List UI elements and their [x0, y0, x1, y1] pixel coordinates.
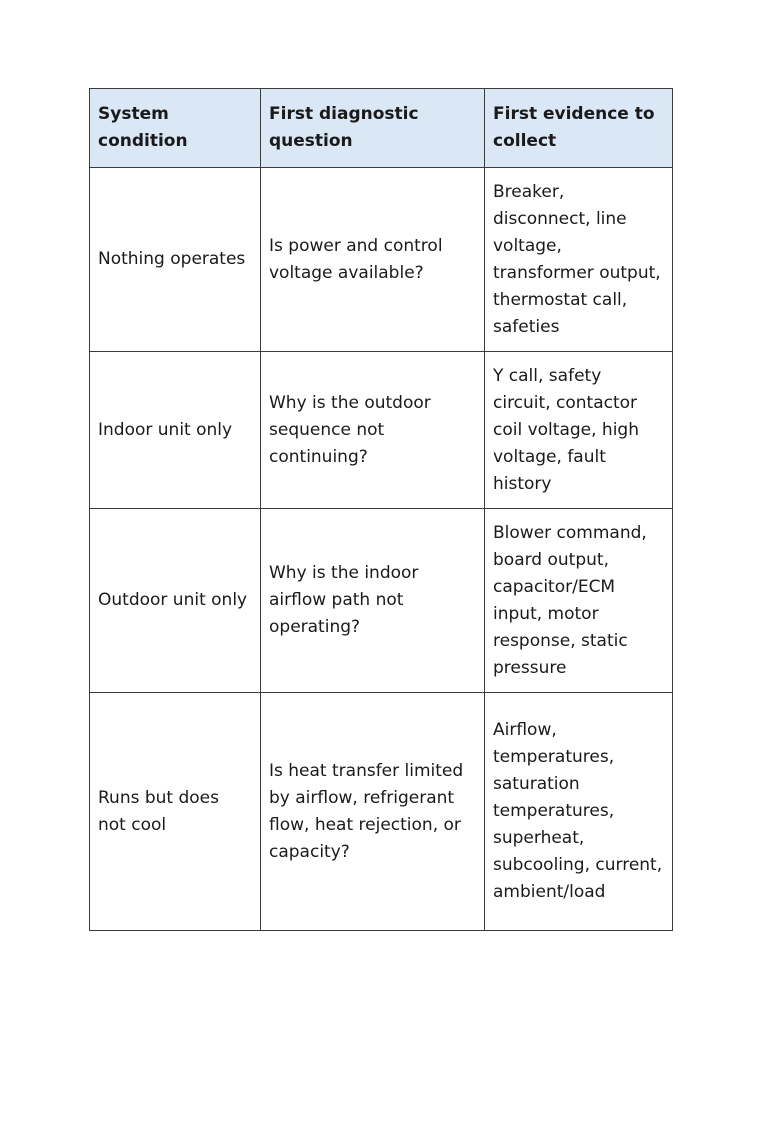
cell-evidence: Breaker, disconnect, line voltage, transformer output, thermostat call, safeties — [485, 168, 673, 352]
cell-condition: Indoor unit only — [90, 352, 261, 509]
cell-evidence: Airflow, temperatures, saturation temperatures, superheat, subcooling, current, ambient/load — [485, 693, 673, 931]
cell-condition: Nothing operates — [90, 168, 261, 352]
cell-question: Is power and control voltage available? — [261, 168, 485, 352]
header-first-evidence: First evidence to collect — [485, 89, 673, 168]
header-first-diagnostic-question: First diagnostic question — [261, 89, 485, 168]
table-header-row — [90, 89, 673, 168]
cell-evidence: Blower command, board output, capacitor/ECM input, motor response, static pressure — [485, 509, 673, 693]
cell-evidence: Y call, safety circuit, contactor coil voltage, high voltage, fault history — [485, 352, 673, 509]
cell-question: Why is the indoor airflow path not operating? — [261, 509, 485, 693]
table-row — [90, 693, 673, 931]
table-row — [90, 352, 673, 509]
header-system-condition: System condition — [90, 89, 261, 168]
cell-question: Is heat transfer limited by airflow, refrigerant flow, heat rejection, or capacity? — [261, 693, 485, 931]
cell-condition: Runs but does not cool — [90, 693, 261, 931]
diagnostic-table — [89, 88, 673, 931]
table-row — [90, 168, 673, 352]
cell-question: Why is the outdoor sequence not continuing? — [261, 352, 485, 509]
table-row — [90, 509, 673, 693]
cell-condition: Outdoor unit only — [90, 509, 261, 693]
